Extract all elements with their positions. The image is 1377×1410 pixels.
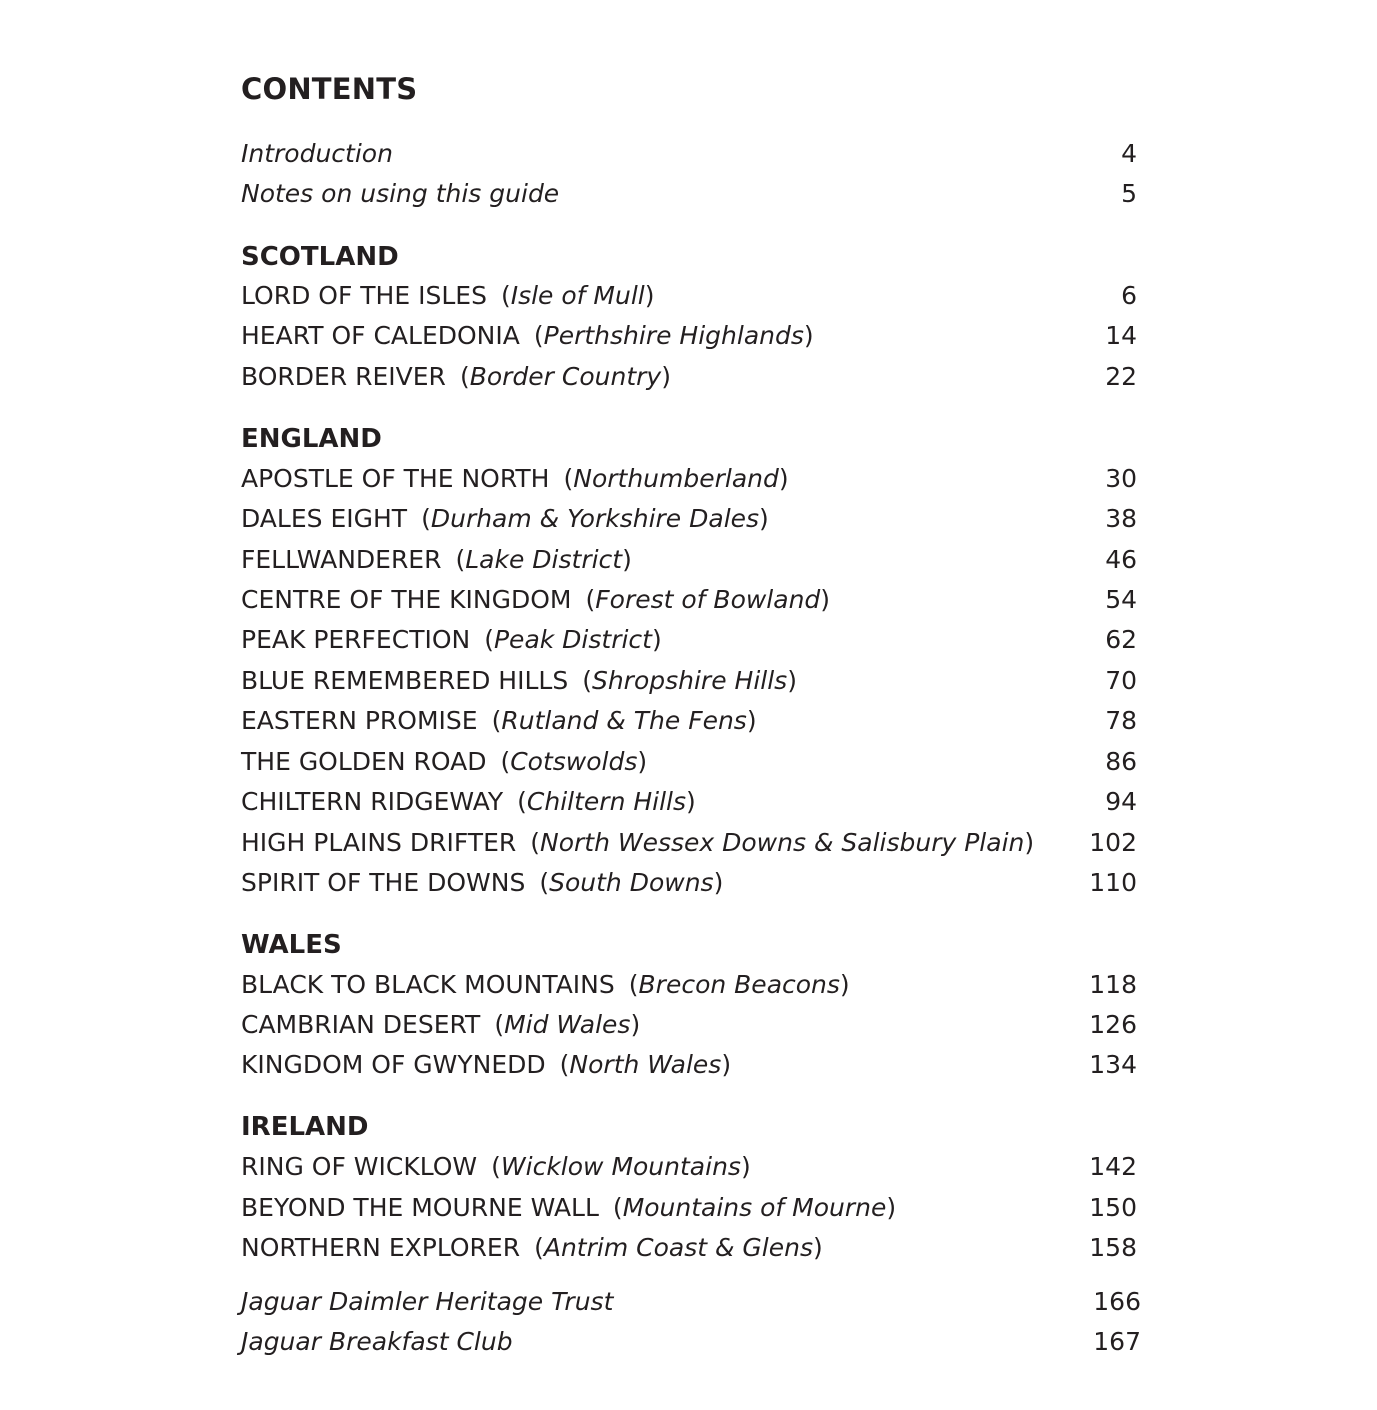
route-region: Peak District — [493, 625, 652, 654]
route-name: EASTERN PROMISE — [241, 706, 478, 735]
toc-entry[interactable] — [241, 174, 1137, 214]
page-title: CONTENTS — [241, 72, 418, 106]
toc-entry[interactable]: PEAK PERFECTION (Peak District) 62 — [241, 620, 1137, 660]
route-name: BLUE REMEMBERED HILLS — [241, 666, 569, 695]
route-name: THE GOLDEN ROAD — [241, 747, 487, 776]
section-heading-wales: WALES — [241, 930, 342, 960]
entry-label: Introduction — [241, 139, 393, 168]
route-name: APOSTLE OF THE NORTH — [241, 464, 550, 493]
route-region: Brecon Beacons — [638, 970, 840, 999]
toc-entry[interactable]: HIGH PLAINS DRIFTER (North Wessex Downs & Salisbury Plain) 102 — [241, 823, 1137, 863]
route-name: RING OF WICKLOW — [241, 1152, 478, 1181]
route-name: SPIRIT OF THE DOWNS — [241, 868, 526, 897]
page-number: 30 — [1105, 464, 1137, 493]
page-number: 78 — [1105, 706, 1137, 735]
toc-entry[interactable] — [241, 1322, 1141, 1362]
toc-entry[interactable]: FELLWANDERER (Lake District) 46 — [241, 540, 1137, 580]
toc-entry[interactable]: THE GOLDEN ROAD (Cotswolds) 86 — [241, 742, 1137, 782]
route-region: Durham & Yorkshire Dales — [430, 504, 760, 533]
page-number: 22 — [1105, 362, 1137, 391]
route-region: Chiltern Hills — [526, 787, 687, 816]
route-region: Shropshire Hills — [591, 666, 788, 695]
entry-label: Jaguar Daimler Heritage Trust — [241, 1287, 614, 1316]
page-number: 46 — [1105, 545, 1137, 574]
page-number: 126 — [1089, 1010, 1137, 1039]
toc-entry[interactable] — [241, 1282, 1141, 1322]
route-name: PEAK PERFECTION — [241, 625, 471, 654]
page-number: 150 — [1089, 1193, 1137, 1222]
page-number: 110 — [1089, 868, 1137, 897]
route-name: FELLWANDERER — [241, 545, 442, 574]
route-name: HEART OF CALEDONIA — [241, 321, 520, 350]
page-number: 62 — [1105, 625, 1137, 654]
route-region: Mountains of Mourne — [622, 1193, 887, 1222]
toc-entry[interactable]: BLACK TO BLACK MOUNTAINS (Brecon Beacons) 118 — [241, 965, 1137, 1005]
route-name: KINGDOM OF GWYNEDD — [241, 1050, 546, 1079]
toc-entry[interactable]: RING OF WICKLOW (Wicklow Mountains) 142 — [241, 1147, 1137, 1187]
page-number: 38 — [1105, 504, 1137, 533]
section-heading-ireland: IRELAND — [241, 1112, 369, 1142]
route-name: NORTHERN EXPLORER — [241, 1233, 521, 1262]
route-region: South Downs — [549, 868, 714, 897]
route-region: Rutland & The Fens — [501, 706, 747, 735]
page-number: 5 — [1121, 179, 1137, 208]
route-name: LORD OF THE ISLES — [241, 281, 487, 310]
page-number: 86 — [1105, 747, 1137, 776]
page-number: 102 — [1089, 828, 1137, 857]
page-number: 158 — [1089, 1233, 1137, 1262]
section-heading-england: ENGLAND — [241, 424, 382, 454]
route-region: North Wessex Downs & Salisbury Plain — [540, 828, 1025, 857]
page-number: 4 — [1121, 139, 1137, 168]
route-name: DALES EIGHT — [241, 504, 408, 533]
toc-entry[interactable]: BORDER REIVER (Border Country) 22 — [241, 357, 1137, 397]
toc-entry[interactable]: LORD OF THE ISLES (Isle of Mull) 6 — [241, 276, 1137, 316]
toc-entry[interactable]: BEYOND THE MOURNE WALL (Mountains of Mourne) 150 — [241, 1188, 1137, 1228]
toc-entry[interactable]: EASTERN PROMISE (Rutland & The Fens) 78 — [241, 701, 1137, 741]
page-number: 166 — [1093, 1287, 1141, 1316]
route-region: Forest of Bowland — [595, 585, 821, 614]
toc-entry[interactable]: APOSTLE OF THE NORTH (Northumberland) 30 — [241, 459, 1137, 499]
toc-entry[interactable]: HEART OF CALEDONIA (Perthshire Highlands) 14 — [241, 316, 1137, 356]
toc-entry[interactable]: BLUE REMEMBERED HILLS (Shropshire Hills) 70 — [241, 661, 1137, 701]
toc-entry[interactable]: CAMBRIAN DESERT (Mid Wales) 126 — [241, 1005, 1137, 1045]
route-region: Wicklow Mountains — [500, 1152, 741, 1181]
entry-label: Notes on using this guide — [241, 179, 560, 208]
route-region: Mid Wales — [504, 1010, 631, 1039]
route-name: CAMBRIAN DESERT — [241, 1010, 481, 1039]
route-name: CENTRE OF THE KINGDOM — [241, 585, 572, 614]
toc-entry[interactable]: SPIRIT OF THE DOWNS (South Downs) 110 — [241, 863, 1137, 903]
section-heading-scotland: SCOTLAND — [241, 242, 399, 272]
route-region: Cotswolds — [510, 747, 638, 776]
toc-entry[interactable]: KINGDOM OF GWYNEDD (North Wales) 134 — [241, 1045, 1137, 1085]
toc-entry[interactable]: NORTHERN EXPLORER (Antrim Coast & Glens) 158 — [241, 1228, 1137, 1268]
page-number: 14 — [1105, 321, 1137, 350]
route-region: Lake District — [465, 545, 623, 574]
entry-label: Jaguar Breakfast Club — [241, 1327, 513, 1356]
route-name: BORDER REIVER — [241, 362, 446, 391]
page-number: 167 — [1093, 1327, 1141, 1356]
route-region: Perthshire Highlands — [543, 321, 804, 350]
page-number: 142 — [1089, 1152, 1137, 1181]
page-number: 134 — [1089, 1050, 1137, 1079]
route-name: HIGH PLAINS DRIFTER — [241, 828, 517, 857]
route-name: BEYOND THE MOURNE WALL — [241, 1193, 599, 1222]
page-number: 6 — [1121, 281, 1137, 310]
toc-entry[interactable]: CENTRE OF THE KINGDOM (Forest of Bowland) 54 — [241, 580, 1137, 620]
page-number: 94 — [1105, 787, 1137, 816]
route-name: CHILTERN RIDGEWAY — [241, 787, 504, 816]
toc-entry[interactable]: CHILTERN RIDGEWAY (Chiltern Hills) 94 — [241, 782, 1137, 822]
toc-entry[interactable] — [241, 134, 1137, 174]
route-region: Isle of Mull — [510, 281, 645, 310]
page-number: 70 — [1105, 666, 1137, 695]
route-region: Northumberland — [573, 464, 779, 493]
page-number: 54 — [1105, 585, 1137, 614]
route-region: North Wales — [569, 1050, 722, 1079]
route-region: Border Country — [469, 362, 662, 391]
page-number: 118 — [1089, 970, 1137, 999]
toc-entry[interactable]: DALES EIGHT (Durham & Yorkshire Dales) 38 — [241, 499, 1137, 539]
route-region: Antrim Coast & Glens — [543, 1233, 813, 1262]
route-name: BLACK TO BLACK MOUNTAINS — [241, 970, 615, 999]
